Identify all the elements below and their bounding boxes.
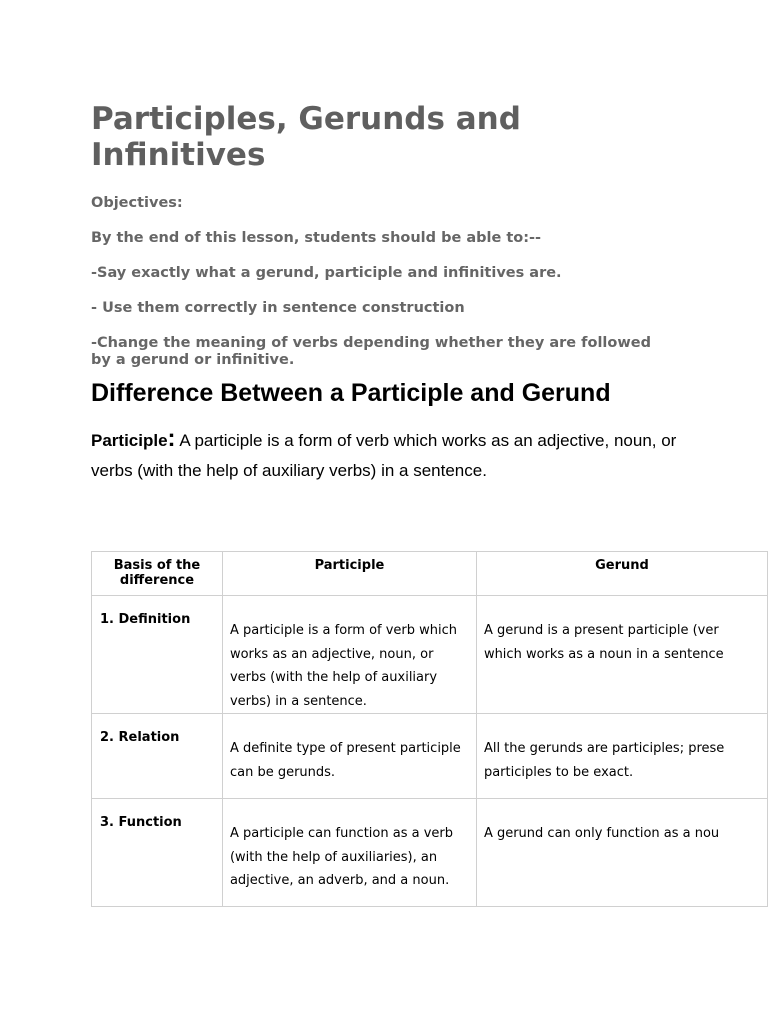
objective-item: -Say exactly what a gerund, participle and infinitives are. (91, 265, 562, 281)
table-row (92, 714, 768, 799)
row-participle: A participle can function as a verb (with the help of auxiliaries), an adjective, an adverb, and a noun. (222, 799, 476, 907)
row-participle: A participle is a form of verb which works as an adjective, noun, or verbs (with the help of auxiliary verbs) in a sentence. (222, 596, 476, 714)
objectives-intro: By the end of this lesson, students should be able to:-- (91, 230, 542, 246)
row-basis: 3. Function (92, 799, 223, 907)
row-participle: A definite type of present participle can be gerunds. (222, 714, 476, 799)
header-gerund: Gerund (476, 552, 767, 596)
gerund-line: A gerund is a present participle (ver (483, 623, 719, 638)
table-row (92, 596, 768, 714)
comparison-table (91, 551, 768, 907)
definition-term: Participle (91, 431, 168, 450)
objectives-label: Objectives: (91, 195, 183, 211)
section-heading: Difference Between a Participle and Gerund (91, 379, 611, 407)
gerund-line: A gerund can only function as a nou (483, 826, 720, 841)
participle-definition (91, 424, 691, 486)
row-basis: 1. Definition (92, 596, 223, 714)
row-gerund (476, 714, 767, 799)
table-row (92, 799, 768, 907)
gerund-line: All the gerunds are participles; prese (483, 741, 725, 756)
row-gerund (476, 596, 767, 714)
objective-item: -Change the meaning of verbs depending whether they are followed by a gerund or infinitive. (91, 335, 651, 368)
table-header-row (92, 552, 768, 596)
gerund-line: which works as a noun in a sentence (483, 646, 724, 662)
definition-text: A participle is a form of verb which works as an adjective, noun, or verbs (with the help of auxiliary verbs) in a sentence. (91, 431, 677, 480)
definition-colon: : (167, 425, 176, 452)
row-gerund (476, 799, 767, 907)
gerund-line: participles to be exact. (483, 764, 634, 780)
header-participle: Participle (222, 552, 476, 596)
page-title: Participles, Gerunds and Infinitives (91, 101, 521, 173)
objective-item: - Use them correctly in sentence construction (91, 300, 465, 316)
header-basis: Basis of the difference (92, 552, 223, 596)
row-basis: 2. Relation (92, 714, 223, 799)
